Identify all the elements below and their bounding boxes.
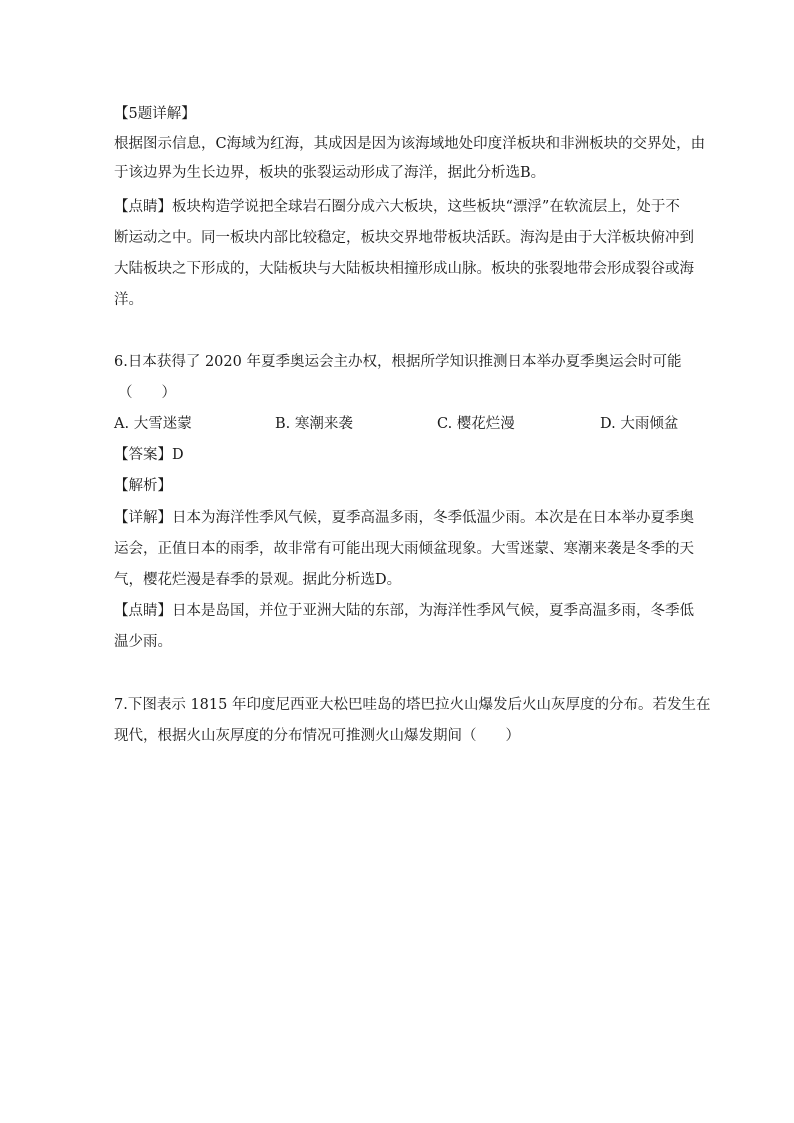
q6-choice-d: D. 大雨倾盆: [600, 416, 679, 432]
q6-detail-line-3: 气，樱花烂漫是春季的景观。据此分析选D。: [114, 572, 402, 588]
q6-tip-line-1: 【点睛】日本是岛国，并位于亚洲大陆的东部，为海洋性季风气候，夏季高温多雨，冬季低: [114, 603, 694, 619]
q6-detail-line-1: 【详解】日本为海洋性季风气候，夏季高温多雨，冬季低温少雨。本次是在日本举办夏季奥: [114, 510, 694, 526]
q5-tip-line-3: 大陆板块之下形成的，大陆板块与大陆板块相撞形成山脉。板块的张裂地带会形成裂谷或海: [114, 261, 694, 277]
q6-tip-line-2: 温少雨。: [114, 634, 172, 650]
q5-tip-line-1: 【点睛】板块构造学说把全球岩石圈分成六大板块，这些板块“漂浮”在软流层上，处于不: [114, 199, 680, 215]
q6-choice-a: A. 大雪迷蒙: [114, 416, 192, 432]
q5-tip-line-4: 洋。: [114, 292, 143, 308]
q5-detail-line-1: 根据图示信息，C海域为红海，其成因是因为该海域地处印度洋板块和非洲板块的交界处，由: [114, 136, 706, 152]
q6-choice-b: B. 寒潮来袭: [275, 416, 353, 432]
q7-stem-line-1: 7.下图表示 1815 年印度尼西亚大松巴哇岛的塔巴拉火山爆发后火山灰厚度的分布。若发生在: [114, 697, 711, 713]
q5-tip-line-2: 断运动之中。同一板块内部比较稳定，板块交界地带板块活跃。海沟是由于大洋板块俯冲到: [114, 230, 694, 246]
q6-choice-c: C. 樱花烂漫: [437, 416, 515, 432]
q6-stem: 6.日本获得了 2020 年夏季奥运会主办权，根据所学知识推测日本举办夏季奥运会时可能: [114, 354, 682, 370]
q5-detail-line-2: 于该边界为生长边界，板块的张裂运动形成了海洋，据此分析选B。: [114, 165, 546, 181]
q6-detail-line-2: 运会，正值日本的雨季，故非常有可能出现大雨倾盆现象。大雪迷蒙、寒潮来袭是冬季的天: [114, 541, 694, 557]
q5-detail-heading: 【5题详解】: [114, 106, 196, 122]
q6-analysis-heading: 【解析】: [114, 478, 172, 494]
q7-stem-line-2: 现代，根据火山灰厚度的分布情况可推测火山爆发期间（ ）: [114, 728, 520, 744]
q6-answer-bracket: （ ）: [118, 385, 176, 401]
q6-answer: 【答案】D: [114, 447, 184, 463]
